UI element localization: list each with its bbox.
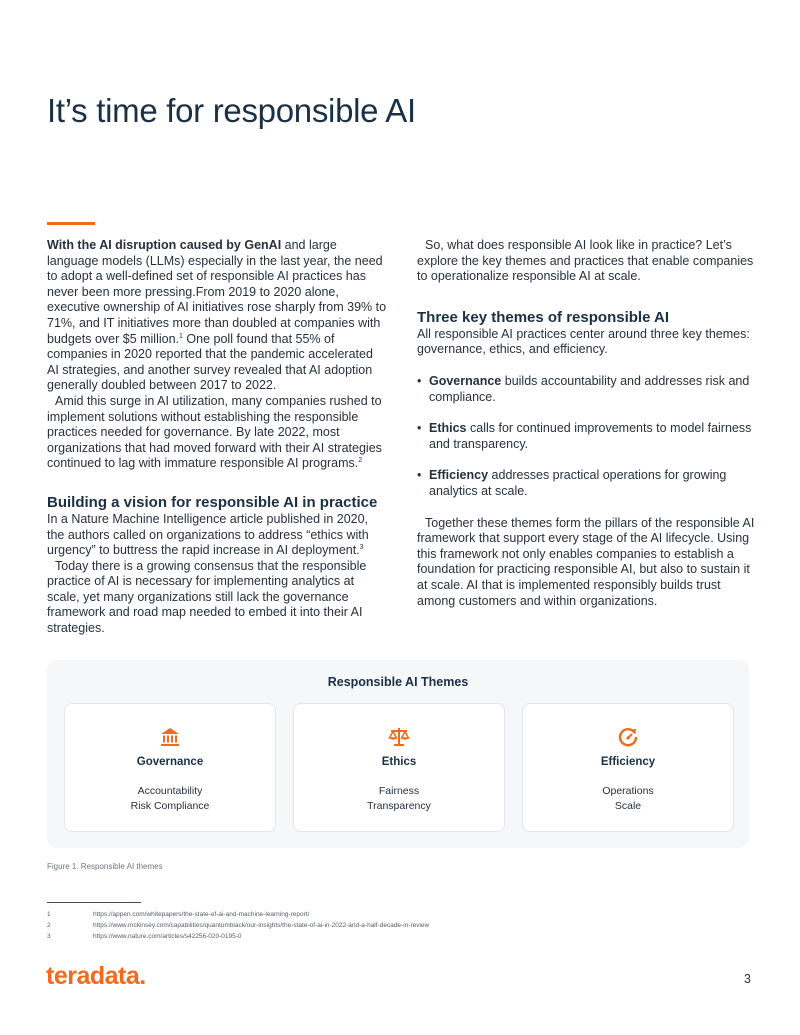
bullet-text: builds accountability and addresses risk and compliance. [429,373,750,404]
teradata-logo: teradata. [46,962,146,990]
footnote-item [47,911,429,922]
footnote-ref-1[interactable]: 1 [179,332,183,340]
figure-caption: Figure 1. Responsible AI themes [47,862,163,871]
card-line: Operations [602,785,654,797]
bullet-term: Efficiency [429,468,489,483]
footnote-ref-2[interactable]: 2 [358,457,363,465]
intro-text-b: One poll found that 55% of companies in 2020 reported that the pandemic accelerated AI strategies, and another survey revealed that AI adoption generally doubled between 2017 to 2022. [47,331,373,393]
footnote-link[interactable]: https://www.mckinsey.com/capabilities/quantumblack/our-insights/the-state-of-ai-in-2022-and-a-half-decade-in-review [93,922,430,929]
intro-paragraph [47,238,387,394]
card-line: Accountability [137,785,203,797]
footnote-divider [47,902,141,903]
bullet-term: Ethics [429,421,467,436]
theme-card-governance [64,703,276,832]
figure-title: Responsible AI Themes [327,675,469,689]
footnote-number: 3 [47,933,51,940]
bullet-text: addresses practical operations for growing analytics at scale. [429,468,727,498]
card-line: Fairness [378,785,420,797]
card-title: Governance [136,756,204,768]
accent-bar [47,222,95,225]
footnote-item [47,933,429,944]
themes-list [417,374,757,500]
pillars-paragraph: Together these themes form the pillars of the responsible AI framework that support every stage of the AI lifecycle. Using this framework not only enables companies to establish a foundation for practicing responsible AI, but also to sustain it at scale. AI that is implemented responsibly builds trust among customers and within organizations. [417,515,755,608]
bullet-text: calls for continued improvements to model fairness and transparency. [429,421,752,451]
page-title: It’s time for responsible AI [47,92,416,129]
bullet-term: Governance [429,373,502,388]
surge-text: Amid this surge in AI utilization, many companies rushed to implement solutions without establishing the responsible practices needed for governance. By late 2022, most organizations that had moved forward with their AI strategies continued to lag with immature responsible AI programs. [47,393,382,471]
practice-paragraph: So, what does responsible AI look like in practice? Let’s explore the key themes and practices that enable companies to operationalize responsible AI at scale. [417,238,754,284]
card-line: Transparency [367,800,431,812]
footnote-number: 2 [47,922,51,929]
footnote-ref-3[interactable]: 3 [359,543,364,551]
footnote-item [47,922,429,933]
theme-card-efficiency [522,703,734,832]
themes-intro: All responsible AI practices center around three key themes: governance, ethics, and efficiency. [417,326,750,357]
list-item [417,468,757,499]
nature-paragraph [47,512,387,559]
list-item [417,421,757,452]
left-column [47,238,387,637]
card-line: Risk Compliance [130,800,210,812]
surge-paragraph [47,394,387,472]
card-line: Scale [614,800,642,812]
list-item [417,374,757,405]
footnote-link[interactable]: https://appen.com/whitepapers/the-state-of-ai-and-machine-learning-report/ [93,911,310,918]
themes-figure [47,660,749,848]
refresh-gauge-icon [617,726,639,748]
intro-text-a: and large language models (LLMs) especially in the last year, the need to adopt a well-defined set of responsible AI practices has never been more pressing.From 2019 to 2020 alone, executive ownership of AI initiatives rose sharply from 39% to 71%, and IT initiatives more than doubled at companies with budgets over $5 million. [47,238,387,346]
intro-lead: With the AI disruption caused by GenAI [47,238,282,252]
footnote-link[interactable]: https://www.nature.com/articles/s42256-020-0195-0 [93,933,242,940]
footnote-number: 1 [47,911,51,918]
card-title: Ethics [381,756,417,768]
card-title: Efficiency [600,756,656,768]
consensus-paragraph: Today there is a growing consensus that the responsible practice of AI is necessary for implementing analytics at scale, yet many organizations still lack the governance framework and road map needed to embed it into their AI strategies. [47,558,367,636]
scale-icon [388,726,410,748]
bank-icon [159,726,181,748]
footnotes [47,911,429,944]
right-column [417,238,757,609]
nature-text: In a Nature Machine Intelligence article published in 2020, the authors called on organizations to address “ethics with urgency” to buttress the rapid increase in AI deployment. [47,511,369,558]
section-heading-themes: Three key themes of responsible AI [417,308,670,326]
theme-card-ethics [293,703,505,832]
page-number: 3 [744,972,751,986]
section-heading-vision: Building a vision for responsible AI in practice [47,493,378,511]
